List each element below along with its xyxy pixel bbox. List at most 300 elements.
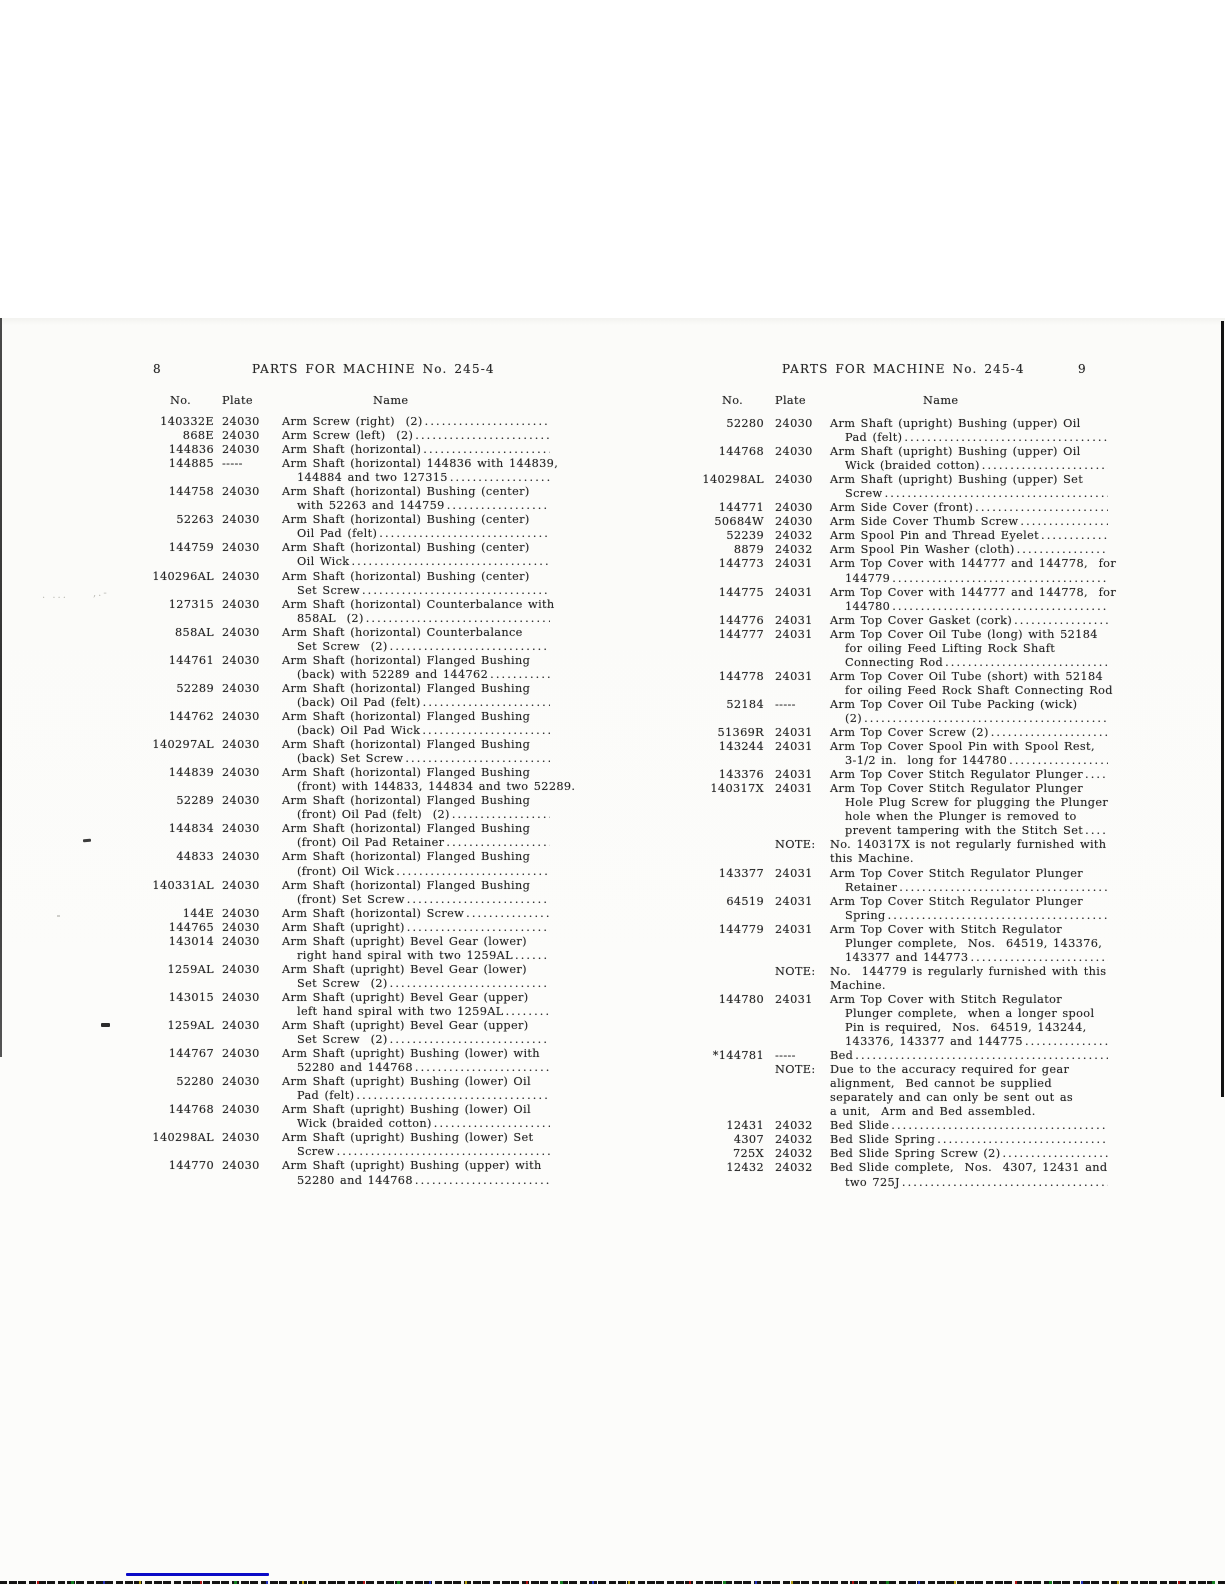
part-name: Arm Shaft (horizontal) Counterbalance with	[282, 597, 555, 611]
part-number: 50684W	[714, 515, 764, 529]
dot-leader	[945, 656, 1108, 669]
plate-number: 24030	[222, 513, 260, 527]
table-row	[700, 768, 1112, 782]
table-row	[700, 867, 1112, 881]
table-row	[150, 570, 554, 584]
dot-leader	[855, 1049, 1108, 1062]
part-name: 52280 and 144768 .....	[297, 1174, 550, 1187]
part-name: Wick (braided cotton) .....	[845, 459, 1108, 472]
part-name: Arm Screw (left) (2) .....	[282, 429, 550, 442]
part-name: Arm Shaft (upright) Bevel Gear (lower)	[282, 962, 527, 976]
part-name: Arm Shaft (horizontal) Counterbalance	[282, 625, 523, 639]
part-name: Hole Plug Screw for plugging the Plunger	[845, 796, 1109, 810]
part-number: 144885	[168, 457, 214, 471]
column-header-name: Name	[373, 394, 409, 407]
part-name: Arm Shaft (horizontal) Flanged Bushing	[282, 766, 531, 780]
table-row	[150, 935, 554, 949]
part-name: Arm Shaft (horizontal) Bushing (center)	[282, 569, 530, 583]
part-name: a unit, Arm and Bed assembled.	[830, 1105, 1036, 1119]
plate-number: 24030	[222, 738, 260, 752]
dot-leader	[975, 501, 1108, 514]
table-row	[150, 471, 554, 485]
part-number: 143014	[168, 934, 214, 948]
part-name: Machine.	[830, 978, 886, 992]
part-name: (front) Oil Pad Retainer .....	[297, 836, 550, 849]
part-name: Arm Top Cover Oil Tube (long) with 52184	[830, 627, 1098, 641]
part-name: Arm Spool Pin Washer (cloth) .....	[830, 543, 1108, 556]
dot-leader	[1020, 515, 1108, 528]
dot-leader	[450, 471, 550, 484]
plate-number: 24030	[222, 1019, 260, 1033]
part-name: Screw .....	[845, 487, 1108, 500]
plate-number: 24030	[222, 920, 260, 934]
part-name: (back) Oil Pad Wick .....	[297, 724, 550, 737]
part-number: 144834	[168, 822, 214, 836]
parts-table	[150, 415, 576, 1188]
plate-number: 24030	[222, 1075, 260, 1089]
table-row	[150, 1089, 554, 1103]
plate-number: 24030	[222, 541, 260, 555]
table-row	[700, 543, 1112, 557]
part-name: Screw .....	[297, 1145, 550, 1158]
part-number: 143244	[718, 740, 764, 754]
part-number: 8879	[733, 543, 764, 557]
table-row	[700, 642, 1112, 656]
table-row	[150, 879, 554, 893]
column-header-plate: Plate	[222, 394, 253, 407]
part-number: 144779	[718, 922, 764, 936]
table-row	[700, 1007, 1112, 1021]
part-number: 144761	[168, 653, 214, 667]
part-number: 144775	[718, 585, 764, 599]
scan-left-edge-line	[0, 318, 2, 1057]
table-row	[700, 726, 1112, 740]
dot-leader	[982, 459, 1108, 472]
dot-leader	[446, 836, 550, 849]
part-name: Arm Shaft (upright) Bushing (lower) Oil	[282, 1075, 531, 1089]
plate-number: 24032	[775, 1147, 813, 1161]
table-row	[150, 527, 554, 541]
dot-leader	[423, 696, 550, 709]
column-header-plate: Plate	[775, 394, 806, 407]
plate-number: 24030	[222, 1159, 260, 1173]
table-row	[150, 443, 554, 457]
table-row	[700, 838, 1112, 852]
table-row	[150, 766, 554, 780]
part-number: 144768	[168, 1103, 214, 1117]
table-row	[700, 557, 1117, 571]
table-row	[150, 696, 554, 710]
part-number: *144781	[712, 1049, 764, 1063]
part-name: Arm Shaft (horizontal) Flanged Bushing	[282, 709, 531, 723]
part-number: 52184	[726, 697, 764, 711]
part-name: (front) with 144833, 144834 and two 52289.	[297, 780, 576, 794]
table-row	[150, 485, 554, 499]
part-name: Arm Shaft (horizontal) Bushing (center)	[282, 513, 530, 527]
dot-leader	[899, 881, 1108, 894]
dot-leader	[1014, 614, 1108, 627]
table-row	[150, 1019, 554, 1033]
part-name: (2) .....	[845, 712, 1108, 725]
part-name: 3-1/2 in. long for 144780 .....	[845, 754, 1108, 767]
plate-number: 24030	[222, 709, 260, 723]
table-row	[700, 1133, 1112, 1147]
dot-leader	[1025, 1035, 1108, 1048]
part-name: Set Screw (2) .....	[297, 640, 550, 653]
table-row	[700, 1063, 1112, 1077]
part-number: 140296AL	[152, 569, 214, 583]
table-row	[150, 865, 554, 879]
part-name: Arm Side Cover (front) .....	[830, 501, 1108, 514]
page-title: PARTS FOR MACHINE No. 245-4	[252, 362, 495, 376]
table-row	[150, 1005, 554, 1019]
part-name: Spring .....	[845, 909, 1108, 922]
part-name: Plunger complete, Nos. 64519, 143376,	[845, 936, 1103, 950]
table-row	[150, 724, 554, 738]
part-name: (front) Oil Wick .....	[297, 865, 550, 878]
part-name: Arm Top Cover Oil Tube Packing (wick)	[830, 697, 1078, 711]
part-name: 144779 .....	[845, 572, 1108, 585]
plate-number: 24031	[775, 669, 813, 683]
part-name: Bed Slide complete, Nos. 4307, 12431 and	[830, 1161, 1108, 1175]
dot-leader	[904, 431, 1108, 444]
table-row	[700, 965, 1112, 979]
table-row	[700, 782, 1112, 796]
table-row	[150, 1047, 554, 1061]
plate-number: NOTE:	[775, 838, 816, 852]
part-name: Connecting Rod .....	[845, 656, 1108, 669]
table-row	[150, 584, 554, 598]
dot-leader	[366, 612, 550, 625]
plate-number: 24030	[775, 417, 813, 430]
table-row	[150, 1103, 554, 1117]
part-number: 725X	[732, 1147, 764, 1161]
part-name: Arm Shaft (horizontal) Bushing (center)	[282, 485, 530, 499]
part-name: with 52263 and 144759 .....	[297, 499, 550, 512]
part-name: for oiling Feed Rock Shaft Connecting Rod	[845, 683, 1113, 697]
part-number: 144836	[168, 443, 214, 457]
column-header-no: No.	[722, 394, 744, 407]
part-name: Arm Shaft (horizontal) Flanged Bushing	[282, 794, 531, 808]
plate-number: 24030	[222, 1131, 260, 1145]
page-number: 8	[153, 362, 161, 376]
part-name: Arm Shaft (horizontal) Bushing (center)	[282, 541, 530, 555]
dot-leader	[1017, 543, 1108, 556]
part-name: 143376, 143377 and 144775 .....	[845, 1035, 1108, 1048]
plate-number: 24030	[222, 766, 260, 780]
plate-number: 24030	[222, 625, 260, 639]
table-row	[150, 1174, 554, 1188]
table-row	[700, 895, 1112, 909]
table-row	[700, 487, 1112, 501]
part-name: Arm Shaft (horizontal) Screw .....	[282, 907, 550, 920]
part-name: Arm Shaft (horizontal) Flanged Bushing	[282, 653, 531, 667]
part-number: 44833	[176, 850, 214, 864]
plate-number: 24030	[222, 1047, 260, 1061]
dot-leader	[506, 1005, 550, 1018]
plate-number: NOTE:	[775, 964, 816, 978]
dot-leader	[902, 1176, 1108, 1189]
table-row	[150, 429, 554, 443]
part-name: Arm Shaft (horizontal) Flanged Bushing	[282, 738, 531, 752]
table-row	[700, 979, 1112, 993]
dot-leader	[864, 712, 1108, 725]
plate-number: 24030	[775, 473, 813, 487]
part-name: Pad (felt) .....	[297, 1089, 550, 1102]
dot-leader	[356, 1089, 550, 1102]
dot-leader	[447, 499, 550, 512]
part-name: Arm Shaft (upright) Bushing (lower) Set	[282, 1131, 534, 1145]
table-row	[150, 541, 554, 555]
part-name: Set Screw .....	[297, 584, 550, 597]
part-number: 140298AL	[152, 1131, 214, 1145]
part-number: 140297AL	[152, 738, 214, 752]
table-row	[150, 415, 554, 429]
part-name: Arm Shaft (upright) .....	[282, 921, 550, 934]
part-name: Bed Slide Spring .....	[830, 1133, 1108, 1146]
plate-number: 24030	[222, 569, 260, 583]
part-name: (back) Oil Pad (felt) .....	[297, 696, 550, 709]
part-name: Arm Top Cover with Stitch Regulator	[830, 922, 1062, 936]
part-number: 4307	[733, 1133, 764, 1147]
table-row	[150, 612, 554, 626]
plate-number: 24030	[775, 501, 813, 515]
part-name: 144780 .....	[845, 600, 1108, 613]
part-name: Bed .....	[830, 1049, 1108, 1062]
table-row	[700, 628, 1112, 642]
plate-number: 24030	[222, 429, 260, 443]
dot-leader	[407, 893, 550, 906]
part-name: Plunger complete, when a longer spool	[845, 1006, 1095, 1020]
dot-leader	[892, 600, 1108, 613]
page-title: PARTS FOR MACHINE No. 245-4	[782, 362, 1025, 376]
part-name: Wick (braided cotton) .....	[297, 1117, 550, 1130]
table-row	[700, 852, 1112, 866]
part-name: Set Screw (2) .....	[297, 977, 550, 990]
part-number: 144762	[168, 709, 214, 723]
table-row	[700, 1147, 1112, 1161]
part-name: Arm Shaft (upright) Bushing (upper) Oil	[830, 417, 1081, 430]
table-row	[150, 499, 554, 513]
table-row	[700, 1091, 1112, 1105]
table-row	[700, 614, 1112, 628]
page-number: 9	[1078, 362, 1086, 376]
plate-number: 24032	[775, 543, 813, 557]
dot-leader	[434, 1117, 550, 1130]
part-name: Arm Top Cover Stitch Regulator Plunger	[830, 894, 1084, 908]
plate-number: 24031	[775, 894, 813, 908]
part-name: Pin is required, Nos. 64519, 143244,	[845, 1021, 1087, 1035]
dot-leader	[396, 865, 550, 878]
plate-number: 24031	[775, 557, 813, 571]
part-name: Arm Top Cover with Stitch Regulator	[830, 992, 1062, 1006]
plate-number: 24030	[222, 653, 260, 667]
table-row	[700, 431, 1112, 445]
table-row	[700, 600, 1112, 614]
dot-leader	[892, 572, 1108, 585]
column-header-no: No.	[170, 394, 192, 407]
table-row	[150, 598, 554, 612]
scan-speck	[101, 1023, 110, 1027]
plate-number: 24031	[775, 726, 813, 740]
plate-number: 24030	[222, 934, 260, 948]
part-number: 144767	[168, 1047, 214, 1061]
part-number: 1259AL	[167, 1019, 214, 1033]
part-name: (front) Set Screw .....	[297, 893, 550, 906]
plate-number: 24030	[222, 485, 260, 499]
table-row	[700, 951, 1112, 965]
part-name: 143377 and 144773 .....	[845, 951, 1108, 964]
plate-number: 24031	[775, 740, 813, 754]
table-row	[700, 993, 1112, 1007]
part-number: 52289	[176, 794, 214, 808]
part-name: Arm Top Cover with 144777 and 144778, for	[830, 557, 1117, 571]
table-row	[700, 1035, 1112, 1049]
part-number: 144765	[168, 920, 214, 934]
part-number: 1259AL	[167, 962, 214, 976]
part-number: 12432	[726, 1161, 764, 1175]
part-name: (back) Set Screw .....	[297, 752, 550, 765]
part-number: 140317X	[710, 782, 764, 796]
part-number: 144759	[168, 541, 214, 555]
dot-leader	[515, 949, 550, 962]
table-row	[700, 515, 1112, 529]
table-row	[150, 893, 554, 907]
scan-right-edge-line	[1221, 321, 1224, 1097]
part-number: 64519	[726, 894, 764, 908]
table-row	[150, 1131, 554, 1145]
table-row	[150, 1145, 554, 1159]
part-name: Bed Slide .....	[830, 1119, 1108, 1132]
dot-leader	[1009, 754, 1108, 767]
part-name: Arm Shaft (upright) Bevel Gear (lower)	[282, 934, 527, 948]
table-row	[150, 1033, 554, 1047]
part-name: Arm Shaft (horizontal) Flanged Bushing	[282, 850, 531, 864]
part-name: (back) with 52289 and 144762 .....	[297, 668, 550, 681]
part-name: Oil Pad (felt) .....	[297, 527, 550, 540]
table-row	[700, 909, 1112, 923]
dot-leader	[351, 555, 550, 568]
dot-leader	[423, 443, 550, 456]
plate-number: 24030	[775, 515, 813, 529]
part-number: 52239	[726, 529, 764, 543]
part-name: Arm Shaft (upright) Bushing (lower) with	[282, 1047, 540, 1061]
margin-scribble: . ...	[42, 590, 68, 601]
table-row	[150, 991, 554, 1005]
table-row	[150, 513, 554, 527]
part-name: Due to the accuracy required for gear	[830, 1063, 1070, 1077]
part-number: 12431	[726, 1119, 764, 1133]
part-number: 144771	[718, 501, 764, 515]
dot-leader	[425, 415, 550, 428]
margin-scribble: ,.-	[93, 588, 109, 599]
part-number: 52280	[726, 417, 764, 430]
table-row	[700, 572, 1112, 586]
dot-leader	[452, 808, 550, 821]
dot-leader	[415, 429, 550, 442]
dot-leader	[407, 921, 550, 934]
dot-leader	[415, 1061, 550, 1074]
part-name: Arm Top Cover Stitch Regulator Plunger .....	[830, 768, 1108, 781]
plate-number: 24031	[775, 782, 813, 796]
part-name: Arm Top Cover Screw (2) .....	[830, 726, 1108, 739]
table-row	[150, 907, 554, 921]
part-number: 52289	[176, 681, 214, 695]
table-row	[700, 684, 1112, 698]
plate-number: 24030	[775, 445, 813, 459]
part-name: 144884 and two 127315 .....	[297, 471, 550, 484]
table-row	[700, 1105, 1112, 1119]
part-number: 52263	[176, 513, 214, 527]
part-number: 868E	[182, 429, 214, 443]
table-row	[700, 445, 1112, 459]
table-row	[700, 1021, 1112, 1035]
table-row	[700, 417, 1112, 431]
plate-number: 24030	[222, 681, 260, 695]
scan-bottom-noise-line	[0, 1581, 1225, 1584]
table-row	[150, 555, 554, 569]
plate-number: 24030	[222, 906, 260, 920]
plate-number: -----	[222, 457, 243, 471]
plate-number: 24030	[222, 443, 260, 457]
parts-table	[700, 417, 1117, 1190]
part-name: Retainer .....	[845, 881, 1108, 894]
plate-number: 24031	[775, 768, 813, 782]
part-name: prevent tampering with the Stitch Set .....	[845, 824, 1108, 837]
table-row	[150, 668, 554, 682]
part-name: Arm Side Cover Thumb Screw .....	[830, 515, 1108, 528]
table-row	[700, 923, 1112, 937]
table-row	[700, 459, 1112, 473]
plate-number: -----	[775, 697, 796, 711]
part-name: Arm Shaft (horizontal) Flanged Bushing	[282, 681, 531, 695]
dot-leader	[337, 1145, 550, 1158]
table-row	[150, 836, 554, 850]
table-row	[700, 656, 1112, 670]
plate-number: 24032	[775, 1161, 813, 1175]
plate-number: NOTE:	[775, 1063, 816, 1077]
part-number: 52280	[176, 1075, 214, 1089]
part-name: Arm Shaft (horizontal) Flanged Bushing	[282, 822, 531, 836]
part-name: right hand spiral with two 1259AL .....	[297, 949, 550, 962]
table-row	[150, 738, 554, 752]
dot-leader	[891, 1119, 1108, 1132]
part-number: 140332E	[160, 415, 214, 428]
table-row	[700, 881, 1112, 895]
part-number: 144770	[168, 1159, 214, 1173]
part-name: Arm Shaft (upright) Bushing (lower) Oil	[282, 1103, 531, 1117]
dot-leader	[390, 640, 550, 653]
part-name: Arm Shaft (upright) Bevel Gear (upper)	[282, 990, 529, 1004]
part-number: 127315	[168, 597, 214, 611]
part-name: for oiling Feed Lifting Rock Shaft	[845, 641, 1056, 655]
dot-leader	[379, 527, 550, 540]
part-name: Arm Top Cover Oil Tube (short) with 52184	[830, 669, 1104, 683]
part-number: 143015	[168, 990, 214, 1004]
part-name: Set Screw (2) .....	[297, 1033, 550, 1046]
part-name: this Machine.	[830, 852, 914, 866]
plate-number: 24031	[775, 866, 813, 880]
part-name: Arm Shaft (upright) Bushing (upper) Oil	[830, 445, 1081, 459]
part-number: 51369R	[717, 726, 764, 740]
dot-leader	[466, 907, 550, 920]
part-name: Arm Spool Pin and Thread Eyelet .....	[830, 529, 1108, 542]
part-number: 144768	[718, 445, 764, 459]
table-row	[700, 712, 1112, 726]
dot-leader	[1041, 529, 1108, 542]
table-row	[150, 977, 554, 991]
part-name: Arm Top Cover Stitch Regulator Plunger	[830, 782, 1084, 796]
